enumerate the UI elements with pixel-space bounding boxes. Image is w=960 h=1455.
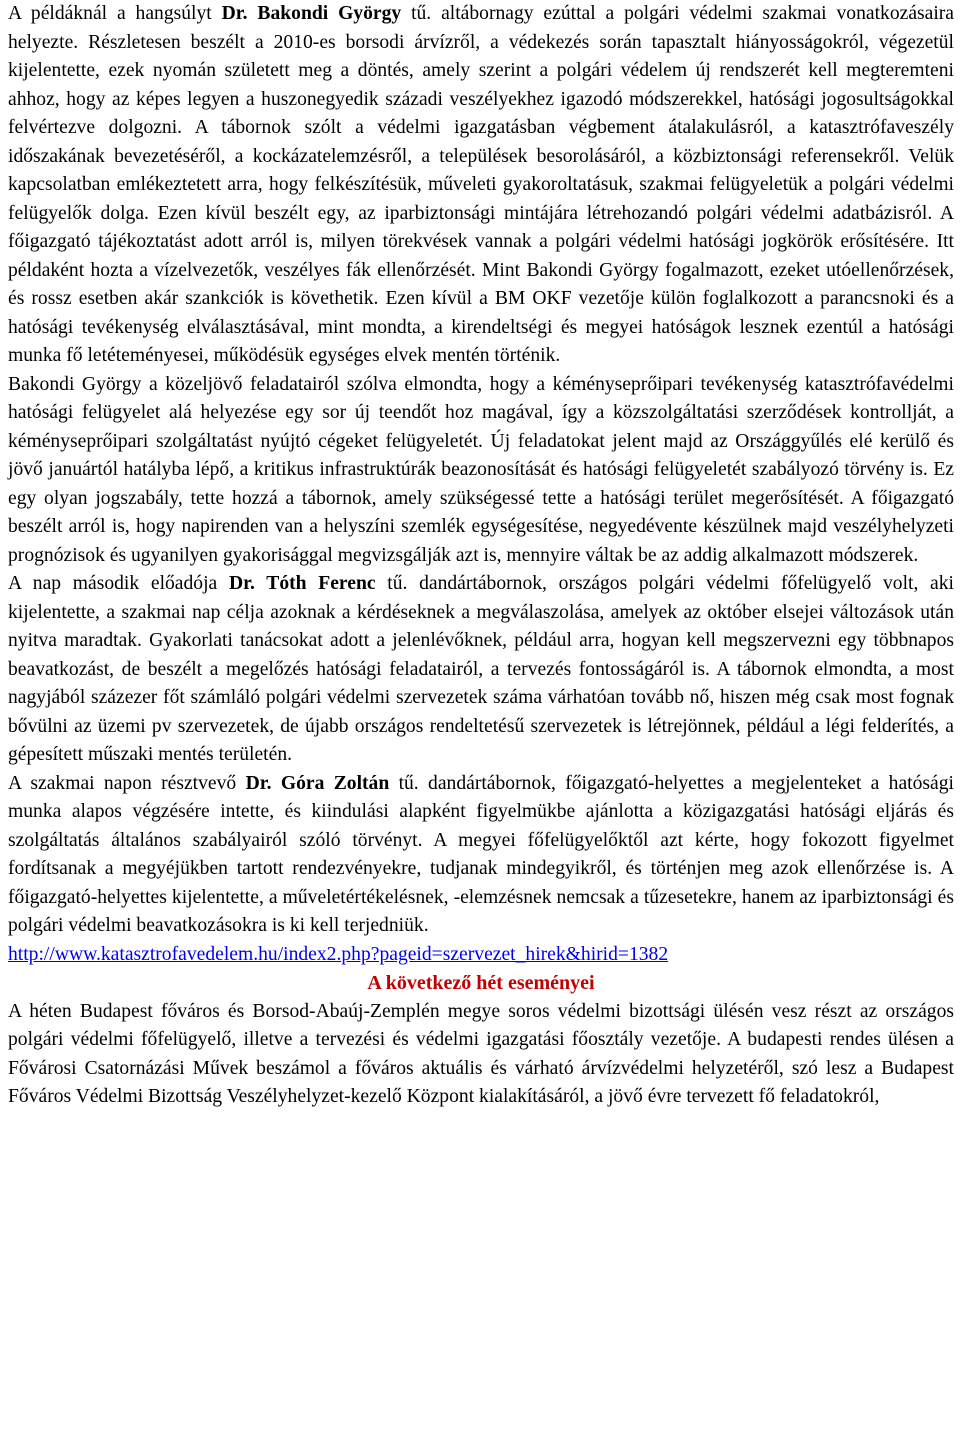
- paragraph-text: A nap második előadója: [8, 573, 229, 594]
- article-paragraph-4: [8, 770, 954, 941]
- paragraph-text: A szakmai napon résztvevő: [8, 772, 246, 794]
- paragraph-text: tű. dandártábornok, országos polgári védelmi főfelügyelő volt, aki kijelentette, a szakmai nap célja azoknak a kérdéseknek a megválaszolása, amelyek az október elsejei változások után nyitva maradtak. Gyakorlati tanácsokat adott a jelenlévőknek, például arra, hogyan kell megszervezni egy többnapos beavatkozást, de beszélt a megelőzés hatósági feladatairól, a tervezés fontosságáról is. A tábornok elmondta, a most nagyjából százezer főt számláló polgári védelmi szervezetek száma várhatóan tovább nő, hiszen még csak most fognak bővülni az üzemi pv szervezetek, de újabb országos rendeltetésű szervezetek is létrejönnek, például a légi felderítés, a gépesített műszaki mentés területén.: [8, 573, 954, 765]
- source-link-line: [8, 941, 954, 970]
- paragraph-text: tű. dandártábornok, főigazgató-helyettes a megjelenteket a hatósági munka alapos végzésére intette, és kiindulási alapként figyelmükbe ajánlotta a közigazgatási hatósági eljárás és szolgáltatás általános szabályairól szóló törvényt. A megyei főfelügyelőktől azt kérte, hogy fokozott figyelmet fordítsanak a megyéjükben tartott rendezvényekre, tudjanak mindegyikről, és történjen meg azok ellenőrzése is. A főigazgató-helyettes kijelentette, a műveletértékelésnek, -elemzésnek nemcsak a tűzesetekre, hanem az iparbiztonsági és polgári védelmi beavatkozásokra is ki kell terjedniük.: [8, 772, 954, 936]
- paragraph-text: A példáknál a hangsúlyt: [8, 3, 222, 24]
- person-name-bakondi: Dr. Bakondi György: [221, 3, 402, 24]
- article-paragraph-2: Bakondi György a közeljövő feladatairól szólva elmondta, hogy a kéményseprőipari tevékenység katasztrófavédelmi hatósági felügyelet alá helyezése egy sor új teendőt hoz magával, így a közszolgáltatási szerződések kontrollját, a kéményseprőipari szolgáltatást nyújtó cégeket felügyeletét. Új feladatokat jelent majd az Országgyűlés elé kerülő és jövő januártól hatályba lépő, a kritikus infrastruktúrák beazonosítását és hatósági felügyeletét szabályozó törvény is. Ez egy olyan jogszabály, tette hozzá a tábornok, amely szükségessé tette a hatósági terület megerősítését. A főigazgató beszélt arról is, hogy napirenden van a helyszíni szemlék egységesítése, negyedévente készülnek majd veszélyhelyzeti prognózisok és ugyanilyen gyakorisággal megvizsgálják azt is, mennyire váltak be az addig alkalmazott módszerek.: [8, 373, 954, 566]
- document-page: [8, 0, 954, 1112]
- section-paragraph-1: A héten Budapest főváros és Borsod-Abaúj-Zemplén megye soros védelmi bizottsági ülésén vesz részt az országos polgári védelmi főfelügyelő, illetve a tervezési és védelmi igazgatási főosztály vezetője. A budapesti rendes ülésen a Fővárosi Csatornázási Művek beszámol a főváros aktuális és várható árvízvédelmi helyzetéről, szó lesz a Budapest Főváros Védelmi Bizottság Veszélyhelyzet-kezelő Központ kialakításáról, a jövő évre tervezett fő feladatokról,: [8, 1000, 954, 1107]
- paragraph-text: tű. altábornagy ezúttal a polgári védelmi szakmai vonatkozásaira helyezte. Részletesen beszélt a 2010-es borsodi árvízről, a védekezés során tapasztalt hiányosságokról, végezetül kijelentette, ezek nyomán született meg a döntés, amely szerint a polgári védelem új rendszerét kell megteremteni ahhoz, hogy az képes legyen a huszonegyedik századi veszélyekhez igazodó módszerekkel, hatósági jogosultságokkal felvértezve dolgozni. A tábornok szólt a védelmi igazgatásban végbement átalakulásról, a katasztrófaveszély időszakának bevezetéséről, a kockázatelemzésről, a települések besorolásáról, a közbiztonsági referensekről. Velük kapcsolatban emlékeztetett arra, hogy felkészítésük, műveleti gyakoroltatásuk, szakmai felügyeletük a polgári védelmi felügyelők dolga. Ezen kívül beszélt egy, az iparbiztonsági mintájára létrehozandó polgári védelmi adatbázisról. A főigazgató tájékoztatást adott arról is, milyen törekvések vannak a polgári védelmi hatósági jogkörök erősítésére. Itt példaként hozta a vízelvezetők, veszélyes fák ellenőrzését. Mint Bakondi György fogalmazott, ezeket utóellenőrzések, és rossz esetben akár szankciók is követhetik. Ezen kívül a BM OKF vezetője külön foglalkozott a parancsnoki és a hatósági tevékenység elválasztásával, mint mondta, a kirendeltségi és megyei hatóságok lesznek ezentúl a hatósági munka fő letéteményesei, működésük egységes elvek mentén történik.: [8, 3, 954, 366]
- person-name-toth: Dr. Tóth Ferenc: [228, 573, 376, 594]
- article-paragraph-1: [8, 0, 954, 371]
- person-name-gora: Dr. Góra Zoltán: [245, 772, 390, 794]
- article-paragraph-3: [8, 570, 954, 770]
- source-link[interactable]: http://www.katasztrofavedelem.hu/index2.php?pageid=szervezet_hirek&hirid=1382: [8, 943, 669, 965]
- section-heading: A következő hét eseményei: [367, 972, 595, 994]
